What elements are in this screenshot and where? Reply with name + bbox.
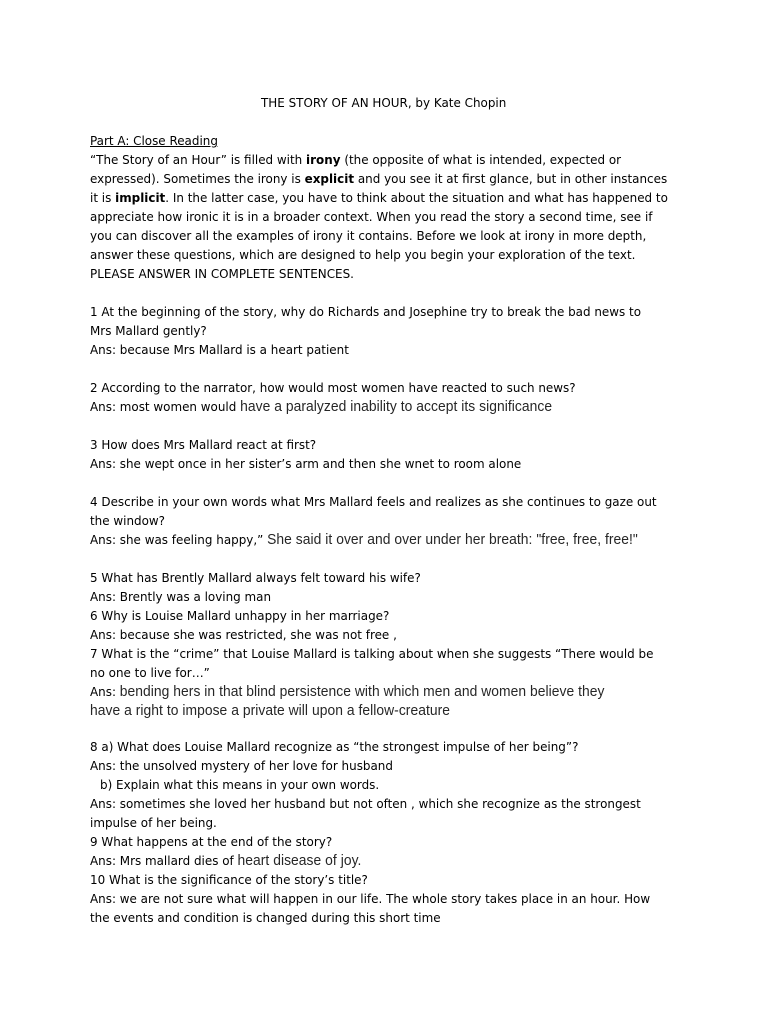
intro-line-3 bbox=[90, 188, 668, 207]
answer-8b-line-2: impulse of her being. bbox=[90, 815, 217, 830]
answer-7-line-2 bbox=[90, 701, 450, 721]
intro-bold-implicit: implicit bbox=[115, 190, 166, 205]
part-a-heading-text: Part A: Close Reading bbox=[90, 133, 218, 148]
question-1-line-2: Mrs Mallard gently? bbox=[90, 323, 207, 338]
question-1-line-1: 1 At the beginning of the story, why do Richards and Josephine try to break the bad news to bbox=[90, 304, 642, 319]
answer-1: Ans: because Mrs Mallard is a heart patient bbox=[90, 342, 349, 357]
answer-text: Ans: Mrs mallard dies of bbox=[90, 853, 238, 868]
question-7-line-1: 7 What is the “crime” that Louise Mallard is talking about when she suggests “There would be bbox=[90, 646, 654, 661]
document-title: THE STORY OF AN HOUR, by Kate Chopin bbox=[261, 95, 507, 110]
answer-4 bbox=[90, 530, 638, 550]
question-6: 6 Why is Louise Mallard unhappy in her marriage? bbox=[90, 608, 390, 623]
intro-text: it is bbox=[90, 190, 116, 205]
answer-quote: heart disease of joy. bbox=[237, 853, 362, 869]
answer-text: Ans: most women would bbox=[90, 399, 241, 414]
part-a-heading bbox=[90, 131, 218, 150]
question-2: 2 According to the narrator, how would most women have reacted to such news? bbox=[90, 380, 576, 395]
intro-line-1 bbox=[90, 150, 621, 169]
answer-5: Ans: Brently was a loving man bbox=[90, 589, 272, 604]
answer-text: Ans: bbox=[90, 684, 120, 699]
intro-bold-irony: irony bbox=[306, 152, 341, 167]
intro-line-6: answer these questions, which are designed to help you begin your exploration of the text. bbox=[90, 247, 636, 262]
question-10: 10 What is the significance of the story’s title? bbox=[90, 872, 368, 887]
question-8b: b) Explain what this means in your own words. bbox=[100, 777, 380, 792]
question-4-line-2: the window? bbox=[90, 513, 166, 528]
answer-2 bbox=[90, 397, 552, 417]
question-9: 9 What happens at the end of the story? bbox=[90, 834, 333, 849]
intro-line-7: PLEASE ANSWER IN COMPLETE SENTENCES. bbox=[90, 266, 354, 281]
intro-text: . In the latter case, you have to think about the situation and what has happened to bbox=[165, 190, 668, 205]
answer-quote: bending hers in that blind persistence with which men and women believe they bbox=[119, 684, 605, 700]
intro-bold-explicit: explicit bbox=[304, 171, 355, 186]
answer-7-line-1 bbox=[90, 682, 605, 702]
question-4-line-1: 4 Describe in your own words what Mrs Mallard feels and realizes as she continues to gaze out bbox=[90, 494, 657, 509]
intro-text: and you see it at first glance, but in other instances bbox=[354, 171, 668, 186]
answer-quote: She said it over and over under her breath: "free, free, free!" bbox=[267, 532, 638, 548]
answer-quote: have a paralyzed inability to accept its significance bbox=[240, 399, 553, 415]
answer-text: Ans: she was feeling happy,” bbox=[90, 532, 268, 547]
answer-10-line-2: the events and condition is changed during this short time bbox=[90, 910, 441, 925]
answer-3: Ans: she wept once in her sister’s arm and then she wnet to room alone bbox=[90, 456, 522, 471]
intro-text: (the opposite of what is intended, expected or bbox=[340, 152, 622, 167]
intro-line-4: appreciate how ironic it is in a broader context. When you read the story a second time, see if bbox=[90, 209, 653, 224]
intro-line-5: you can discover all the examples of irony it contains. Before we look at irony in more depth, bbox=[90, 228, 647, 243]
answer-8a: Ans: the unsolved mystery of her love for husband bbox=[90, 758, 393, 773]
intro-text: expressed). Sometimes the irony is bbox=[90, 171, 305, 186]
intro-text: “The Story of an Hour” is filled with bbox=[90, 152, 307, 167]
question-8a: 8 a) What does Louise Mallard recognize as “the strongest impulse of her being”? bbox=[90, 739, 579, 754]
question-3: 3 How does Mrs Mallard react at first? bbox=[90, 437, 317, 452]
intro-line-2 bbox=[90, 169, 667, 188]
answer-quote: have a right to impose a private will upon a fellow-creature bbox=[90, 703, 451, 719]
answer-9 bbox=[90, 851, 361, 871]
answer-6: Ans: because she was restricted, she was not free , bbox=[90, 627, 397, 642]
question-5: 5 What has Brently Mallard always felt toward his wife? bbox=[90, 570, 421, 585]
question-7-line-2: no one to live for…” bbox=[90, 665, 210, 680]
answer-10-line-1: Ans: we are not sure what will happen in our life. The whole story takes place in an hour. How bbox=[90, 891, 651, 906]
answer-8b-line-1: Ans: sometimes she loved her husband but not often , which she recognize as the strongest bbox=[90, 796, 641, 811]
